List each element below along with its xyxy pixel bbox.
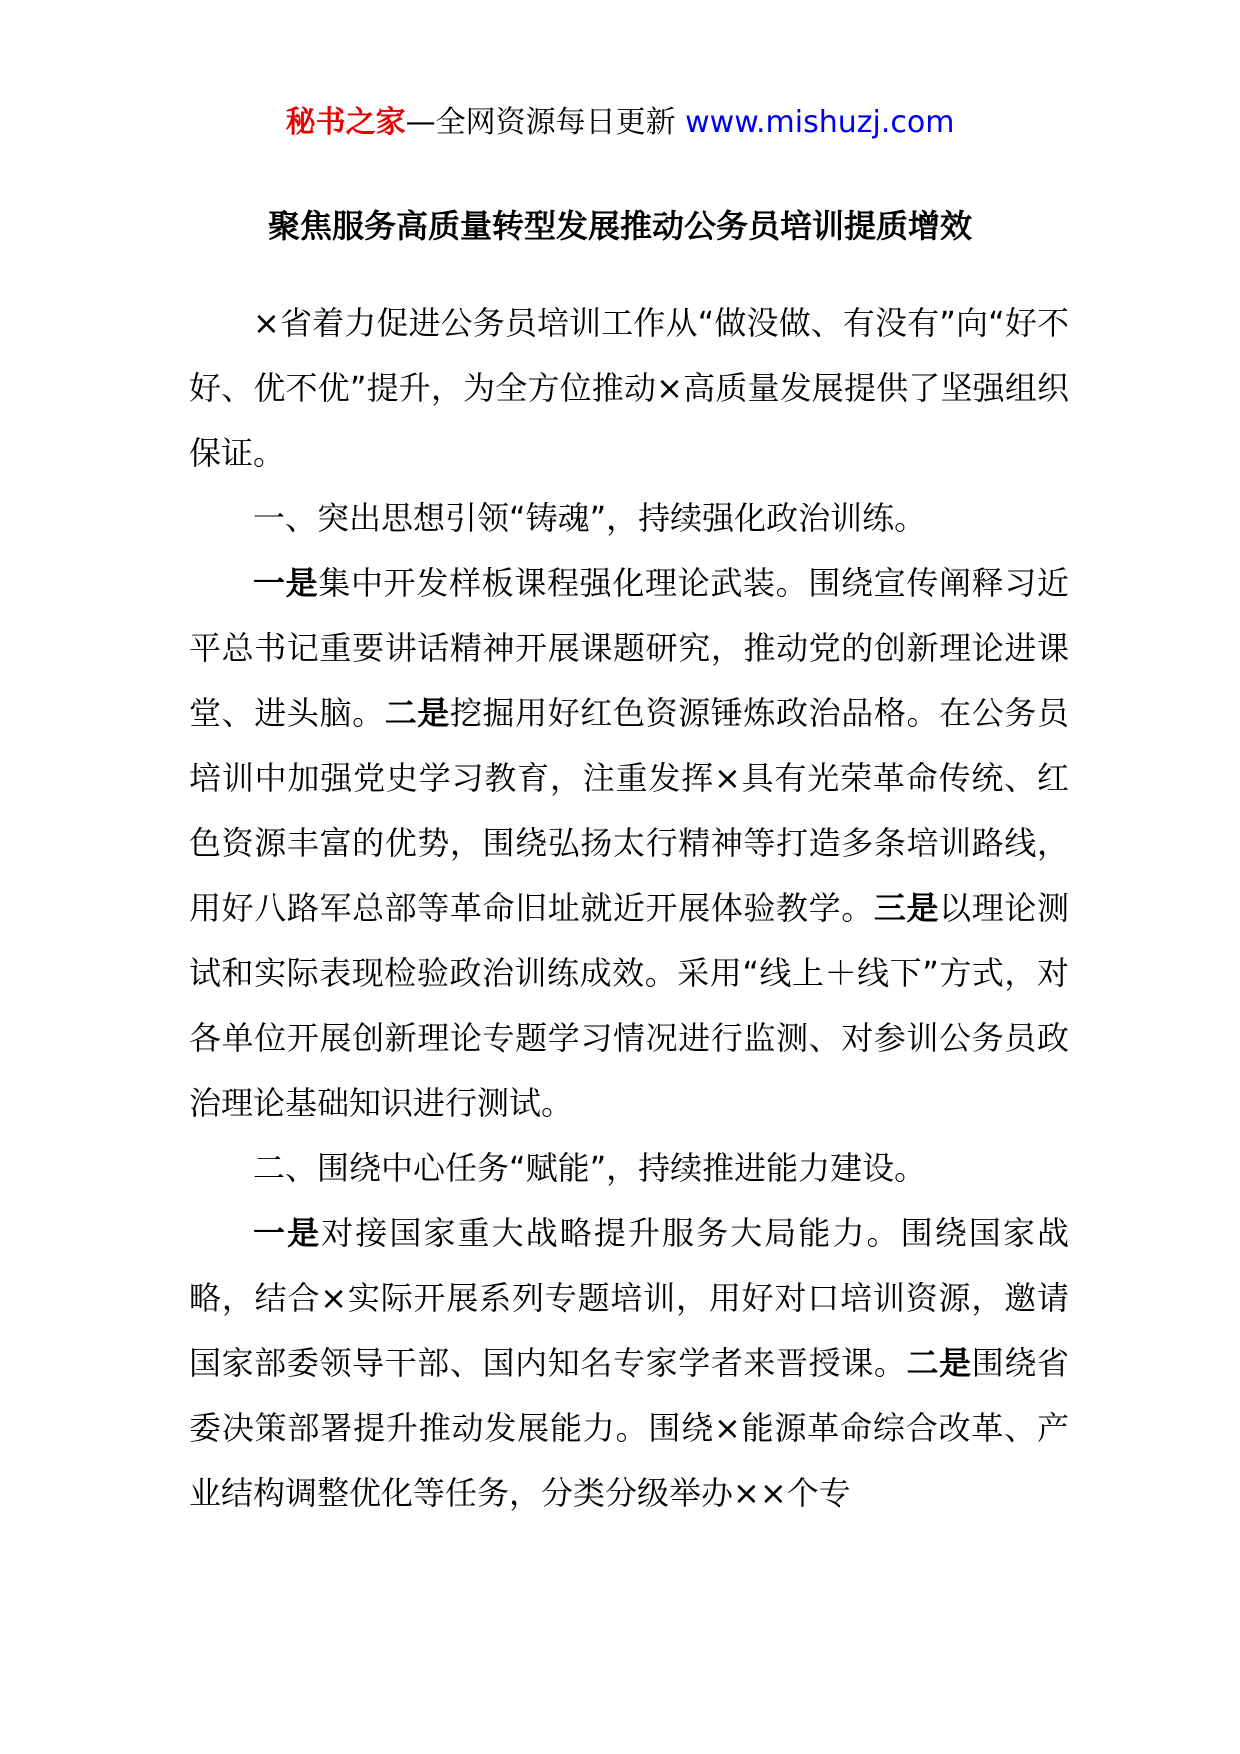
site-link[interactable]: www.mishuzj.com <box>685 105 955 140</box>
point-text: 以理论测试和实际表现检验政治训练成效。采用“线上＋线下”方式，对各单位开展创新理论专题学习情况进行监测、对参训公务员政治理论基础知识进行测试。 <box>189 889 1069 1122</box>
point-lead: 一是 <box>253 1214 322 1252</box>
page-title: 聚焦服务高质量转型发展推动公务员培训提质增效 <box>267 207 972 245</box>
brand-name: 秘书之家 <box>285 105 406 140</box>
intro-paragraph: ×省着力促进公务员培训工作从“做没做、有没有”向“好不好、优不优”提升，为全方位推动×高质量发展提供了坚强组织保证。 <box>189 304 1069 472</box>
header-line <box>0 100 1240 146</box>
point-lead: 三是 <box>873 889 940 927</box>
point-text: 挖掘用好红色资源锤炼政治品格。在公务员培训中加强党史学习教育，注重发挥×具有光荣革命传统、红色资源丰富的优势，围绕弘扬太行精神等打造多条培训路线，用好八路军总部等革命旧址就近开展体验教学。 <box>189 694 1069 927</box>
section-1-paragraph <box>189 551 1069 1136</box>
point-lead: 二是 <box>384 694 450 732</box>
document-body <box>189 291 1069 1526</box>
section-2-paragraph <box>189 1201 1069 1526</box>
point-text: 集中开发样板课程强化理论武装。围绕宣传阐释习近平总书记重要讲话精神开展课题研究，推动党的创新理论进课堂、进头脑。 <box>189 564 1069 732</box>
section-heading-2: 二、围绕中心任务“赋能”，持续推进能力建设。 <box>253 1149 927 1187</box>
section-heading-1: 一、突出思想引领“铸魂”，持续强化政治训练。 <box>253 499 927 537</box>
header-tagline: —全网资源每日更新 <box>405 105 686 140</box>
point-lead: 二是 <box>906 1344 972 1382</box>
point-lead: 一是 <box>253 564 319 602</box>
point-text: 围绕省委决策部署提升推动发展能力。围绕×能源革命综合改革、产业结构调整优化等任务，分类分级举办××个专 <box>189 1344 1069 1512</box>
point-text: 对接国家重大战略提升服务大局能力。围绕国家战略，结合×实际开展系列专题培训，用好对口培训资源，邀请国家部委领导干部、国内知名专家学者来晋授课。 <box>189 1214 1069 1382</box>
